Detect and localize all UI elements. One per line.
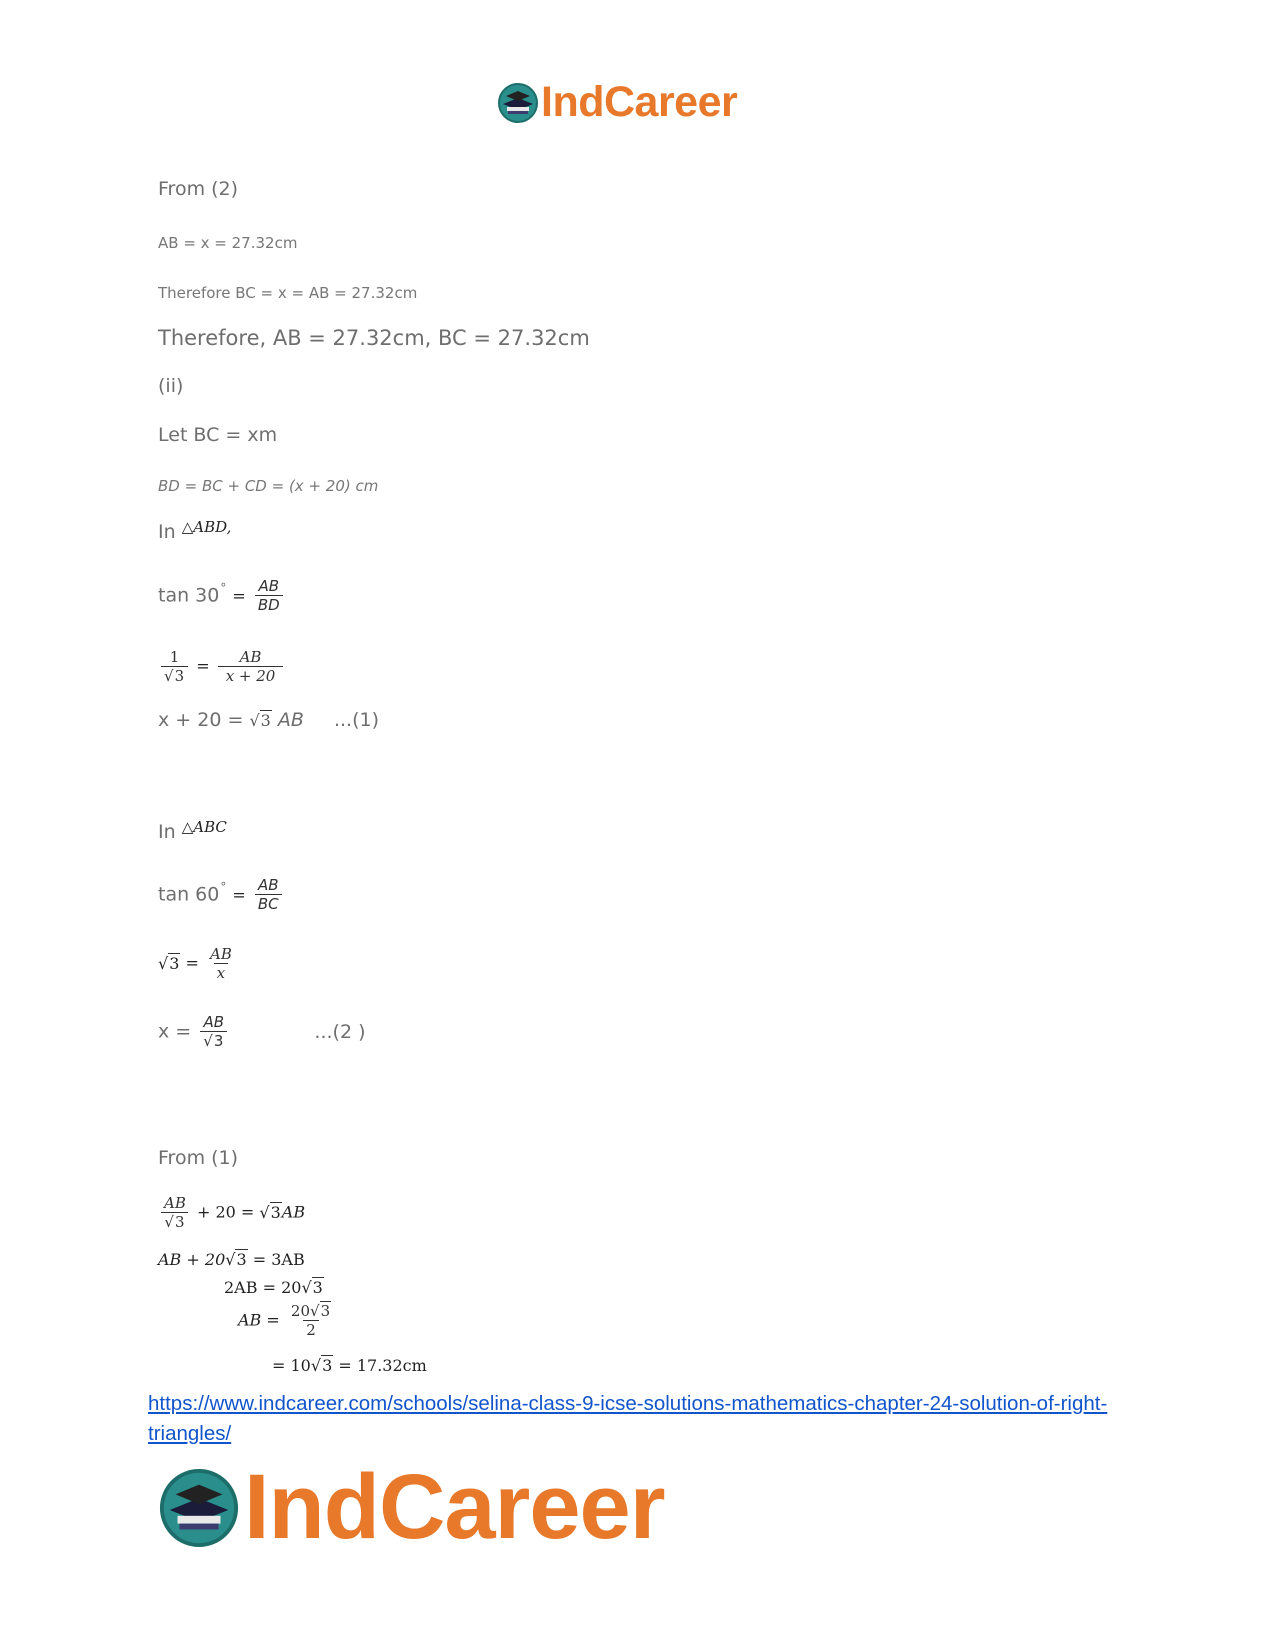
fraction-denominator: x xyxy=(214,963,228,982)
radicand: 3 xyxy=(312,1278,323,1297)
header-logo xyxy=(497,78,737,127)
fraction-numerator: 1 xyxy=(169,648,180,666)
root-symbol: √ xyxy=(164,1213,174,1231)
part-ii-label: (ii) xyxy=(158,375,184,397)
in-label: In xyxy=(158,521,176,543)
root-symbol: √ xyxy=(249,711,260,730)
ab-over-x-fraction xyxy=(207,946,235,982)
root-symbol: √ xyxy=(164,667,174,685)
fraction-denominator xyxy=(200,1031,227,1050)
from-2-text: From (2) xyxy=(158,178,239,200)
solution-step-1 xyxy=(158,1195,305,1231)
root3-expression xyxy=(259,1203,281,1222)
root3-expression xyxy=(301,1278,323,1297)
eq1-rhs: AB xyxy=(277,709,304,731)
radicand: 3 xyxy=(213,1032,224,1050)
in-triangle-abc xyxy=(158,818,227,843)
triangle-abd-label: △ABD, xyxy=(181,518,232,536)
ab-term: AB xyxy=(281,1202,306,1222)
radicand: 3 xyxy=(174,1213,185,1231)
degree-symbol: ° xyxy=(220,879,227,894)
numerator-coefficient: 20 xyxy=(290,1302,310,1320)
fraction-numerator: AB xyxy=(239,648,262,666)
tan30-label: tan 30 xyxy=(158,584,220,607)
fraction-numerator: AB xyxy=(258,577,280,595)
therefore-bc-text: Therefore BC = x = AB = 27.32cm xyxy=(158,284,418,302)
logo-text: IndCareer xyxy=(541,78,738,126)
in-triangle-abd xyxy=(158,518,231,543)
fraction-numerator: AB xyxy=(164,1194,186,1212)
radicand: 3 xyxy=(322,1356,333,1375)
solution-step-3 xyxy=(224,1278,324,1297)
ab-over-root3-fraction xyxy=(200,1014,227,1050)
graduation-book-icon xyxy=(497,82,539,124)
radicand: 3 xyxy=(174,667,185,685)
equation-2 xyxy=(158,1014,366,1050)
tan60-label: tan 60 xyxy=(158,883,220,906)
tan60-equation xyxy=(158,877,285,913)
radicand: 3 xyxy=(260,711,271,730)
root3-expression xyxy=(158,954,180,973)
ab-over-bc-fraction xyxy=(255,877,282,913)
radicand: 3 xyxy=(270,1202,281,1222)
root-symbol: √ xyxy=(310,1356,322,1375)
fraction-denominator: BD xyxy=(255,595,283,614)
fraction-denominator: x + 20 xyxy=(218,666,284,685)
step5-tail: = 17.32cm xyxy=(338,1356,427,1375)
root-symbol: √ xyxy=(158,953,169,973)
fraction-numerator: AB xyxy=(209,945,232,963)
therefore-final-text: Therefore, AB = 27.32cm, BC = 27.32cm xyxy=(158,326,590,350)
fraction-denominator: BC xyxy=(255,894,282,913)
equals-sign: = xyxy=(185,953,199,973)
equation-1 xyxy=(158,709,379,731)
let-bc-text: Let BC = xm xyxy=(158,424,278,446)
fraction-numerator: AB xyxy=(257,876,279,894)
fraction-numerator xyxy=(288,1303,334,1320)
root-symbol: √ xyxy=(301,1278,312,1297)
solution-step-4 xyxy=(238,1303,337,1339)
root3-expression xyxy=(249,711,271,730)
triangle-abc-label: △ABC xyxy=(181,818,227,836)
step2-tail: = 3AB xyxy=(252,1250,305,1269)
bd-equation-text: BD = BC + CD = (x + 20) cm xyxy=(158,477,379,495)
fraction-denominator: 2 xyxy=(303,1320,319,1339)
fraction-denominator xyxy=(161,666,188,685)
solution-step-2 xyxy=(158,1250,305,1269)
source-link[interactable] xyxy=(148,1389,1128,1449)
root3-expression xyxy=(225,1250,247,1269)
x-equals-label: x = xyxy=(158,1020,192,1043)
fraction-denominator xyxy=(161,1212,188,1231)
one-over-root3-fraction xyxy=(161,649,188,685)
logo-text: IndCareer xyxy=(244,1456,665,1558)
equals-sign: = xyxy=(196,656,210,676)
root3-equals-ab-over-x xyxy=(158,946,238,982)
twenty-root3-over-2-fraction xyxy=(288,1303,334,1339)
root-symbol: √ xyxy=(203,1032,213,1050)
solution-step-5 xyxy=(272,1356,427,1375)
root-symbol: √ xyxy=(225,1250,236,1269)
equals-sign: = xyxy=(232,885,246,905)
eq2-tag: ...(2 ) xyxy=(314,1020,366,1043)
fraction-numerator: AB xyxy=(203,1013,225,1031)
ab-over-x-plus-20-fraction xyxy=(218,649,284,685)
equals-sign: = xyxy=(232,586,246,606)
radicand: 3 xyxy=(169,953,180,973)
step4-lhs: AB = xyxy=(238,1310,280,1330)
eq1-tag: ...(1) xyxy=(333,709,380,731)
step5-text: = 10 xyxy=(272,1356,311,1375)
step1-text: + 20 = xyxy=(196,1202,255,1222)
root-symbol: √ xyxy=(310,1302,320,1320)
degree-symbol: ° xyxy=(220,580,227,595)
ab-over-root3-fraction xyxy=(161,1195,189,1231)
graduation-book-icon xyxy=(158,1467,240,1549)
one-over-root3-equation xyxy=(158,649,286,685)
ab-over-bd-fraction xyxy=(255,578,283,614)
step3-text: 2AB = 20 xyxy=(224,1278,302,1297)
root-symbol: √ xyxy=(259,1202,270,1222)
eq1-lhs: x + 20 = xyxy=(158,709,244,731)
footer-logo xyxy=(158,1455,665,1560)
source-link-anchor[interactable]: https://www.indcareer.com/schools/selina-class-9-icse-solutions-mathematics-chapter-24-solution-of-right-triangles/ xyxy=(148,1392,1108,1445)
from-1-text: From (1) xyxy=(158,1147,239,1169)
radicand: 3 xyxy=(236,1250,247,1269)
root3-expression xyxy=(311,1356,333,1375)
in-label: In xyxy=(158,821,176,843)
radicand: 3 xyxy=(320,1302,331,1320)
tan30-equation xyxy=(158,578,286,614)
step2-text: AB + 20 xyxy=(158,1250,226,1269)
ab-equals-x-text: AB = x = 27.32cm xyxy=(158,234,298,252)
